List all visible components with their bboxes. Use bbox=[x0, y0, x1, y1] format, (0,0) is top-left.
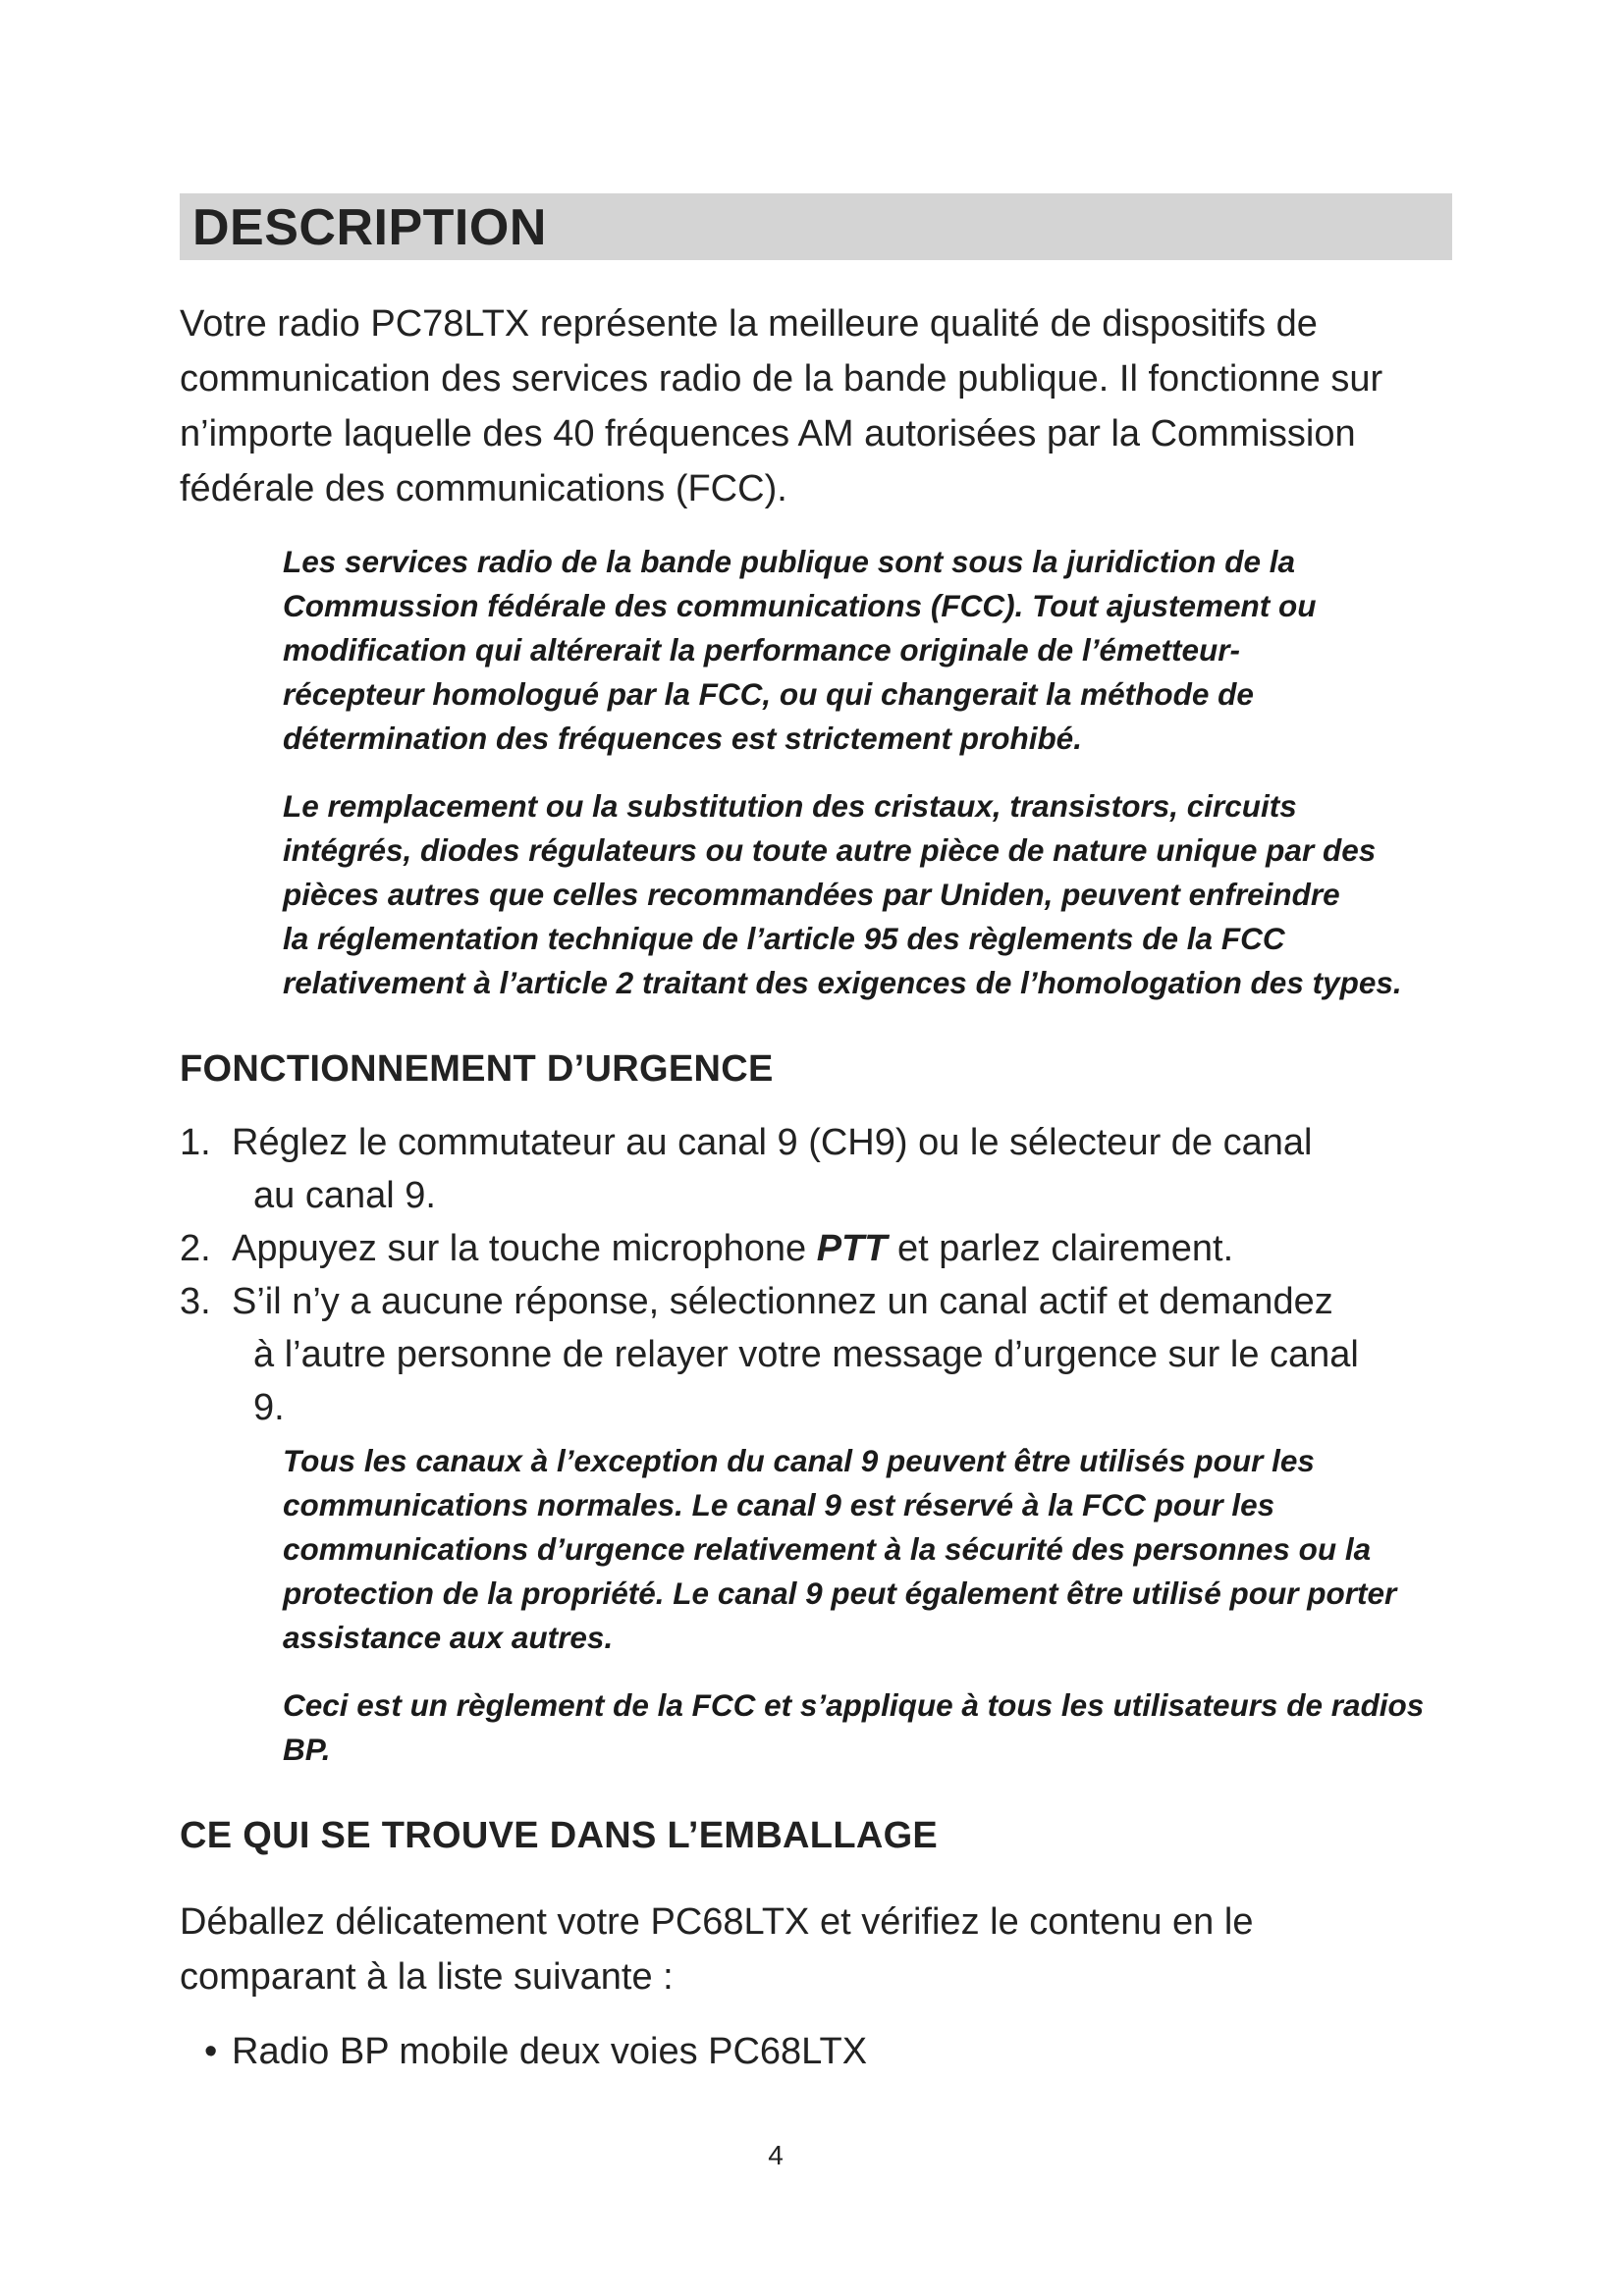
note-line: BP. bbox=[283, 1732, 331, 1767]
note-line: Les services radio de la bande publique sont sous la juridiction de la bbox=[283, 544, 1296, 579]
package-contents-heading: CE QUI SE TROUVE DANS L’EMBALLAGE bbox=[180, 1815, 939, 1856]
note-line: Ceci est un règlement de la FCC et s’applique à tous les utilisateurs de radios bbox=[283, 1687, 1425, 1723]
step-2-text bbox=[232, 1222, 1233, 1275]
step-3-text bbox=[232, 1275, 1359, 1434]
note-line: détermination des fréquences est strictement prohibé. bbox=[283, 721, 1082, 756]
text-line: fédérale des communications (FCC). bbox=[180, 468, 787, 509]
step-line: au canal 9. bbox=[253, 1175, 436, 1216]
note-line: intégrés, diodes régulateurs ou toute autre pièce de nature unique par des bbox=[283, 832, 1377, 868]
note-line: Commussion fédérale des communications (FCC). Tout ajustement ou bbox=[283, 588, 1317, 623]
description-paragraph bbox=[180, 296, 1382, 516]
note-line: communications normales. Le canal 9 est réservé à la FCC pour les bbox=[283, 1487, 1275, 1522]
text-line: comparant à la liste suivante : bbox=[180, 1956, 674, 1998]
channel-9-note bbox=[283, 1439, 1396, 1660]
note-line: protection de la propriété. Le canal 9 peut également être utilisé pour porter bbox=[283, 1575, 1397, 1611]
step-line: à l’autre personne de relayer votre message d’urgence sur le canal bbox=[253, 1334, 1359, 1375]
note-line: modification qui altérerait la performance originale de l’émetteur- bbox=[283, 632, 1240, 667]
step-number: 1. bbox=[180, 1122, 211, 1163]
note-line: Le remplacement ou la substitution des cristaux, transistors, circuits bbox=[283, 788, 1297, 824]
package-intro-paragraph bbox=[180, 1895, 1253, 2004]
package-item: Radio BP mobile deux voies PC68LTX bbox=[232, 2031, 868, 2072]
step-line: Réglez le commutateur au canal 9 (CH9) ou le sélecteur de canal bbox=[232, 1122, 1313, 1163]
step-number: 3. bbox=[180, 1281, 211, 1322]
emergency-heading: FONCTIONNEMENT D’URGENCE bbox=[180, 1048, 774, 1090]
step-line: S’il n’y a aucune réponse, sélectionnez un canal actif et demandez bbox=[232, 1281, 1333, 1322]
note-line: communications d’urgence relativement à la sécurité des personnes ou la bbox=[283, 1531, 1372, 1567]
text-line: n’importe laquelle des 40 fréquences AM autorisées par la Commission bbox=[180, 413, 1356, 454]
replacement-parts-note bbox=[283, 784, 1402, 1005]
ptt-key-label: PTT bbox=[816, 1228, 888, 1269]
text-line: Votre radio PC78LTX représente la meilleure qualité de dispositifs de bbox=[180, 303, 1318, 345]
page-number: 4 bbox=[768, 2140, 784, 2170]
bullet-icon: • bbox=[204, 2031, 218, 2072]
step-text-part: et parlez clairement. bbox=[887, 1228, 1234, 1269]
note-line: Tous les canaux à l’exception du canal 9 peuvent être utilisés pour les bbox=[283, 1443, 1315, 1478]
note-line: pièces autres que celles recommandées par Uniden, peuvent enfreindre bbox=[283, 877, 1340, 912]
step-text-part: Appuyez sur la touche microphone bbox=[232, 1228, 817, 1269]
note-line: assistance aux autres. bbox=[283, 1620, 614, 1655]
text-line: communication des services radio de la bande publique. Il fonctionne sur bbox=[180, 358, 1383, 400]
note-line: la réglementation technique de l’article 95 des règlements de la FCC bbox=[283, 921, 1285, 956]
note-line: récepteur homologué par la FCC, ou qui changerait la méthode de bbox=[283, 676, 1254, 712]
note-line: relativement à l’article 2 traitant des exigences de l’homologation des types. bbox=[283, 965, 1402, 1000]
text-line: Déballez délicatement votre PC68LTX et vérifiez le contenu en le bbox=[180, 1901, 1254, 1943]
step-line: 9. bbox=[253, 1387, 285, 1428]
fcc-rule-note bbox=[283, 1683, 1424, 1772]
step-1-text bbox=[232, 1116, 1312, 1222]
step-number: 2. bbox=[180, 1228, 211, 1269]
fcc-jurisdiction-note bbox=[283, 540, 1316, 761]
description-heading: DESCRIPTION bbox=[192, 199, 547, 256]
